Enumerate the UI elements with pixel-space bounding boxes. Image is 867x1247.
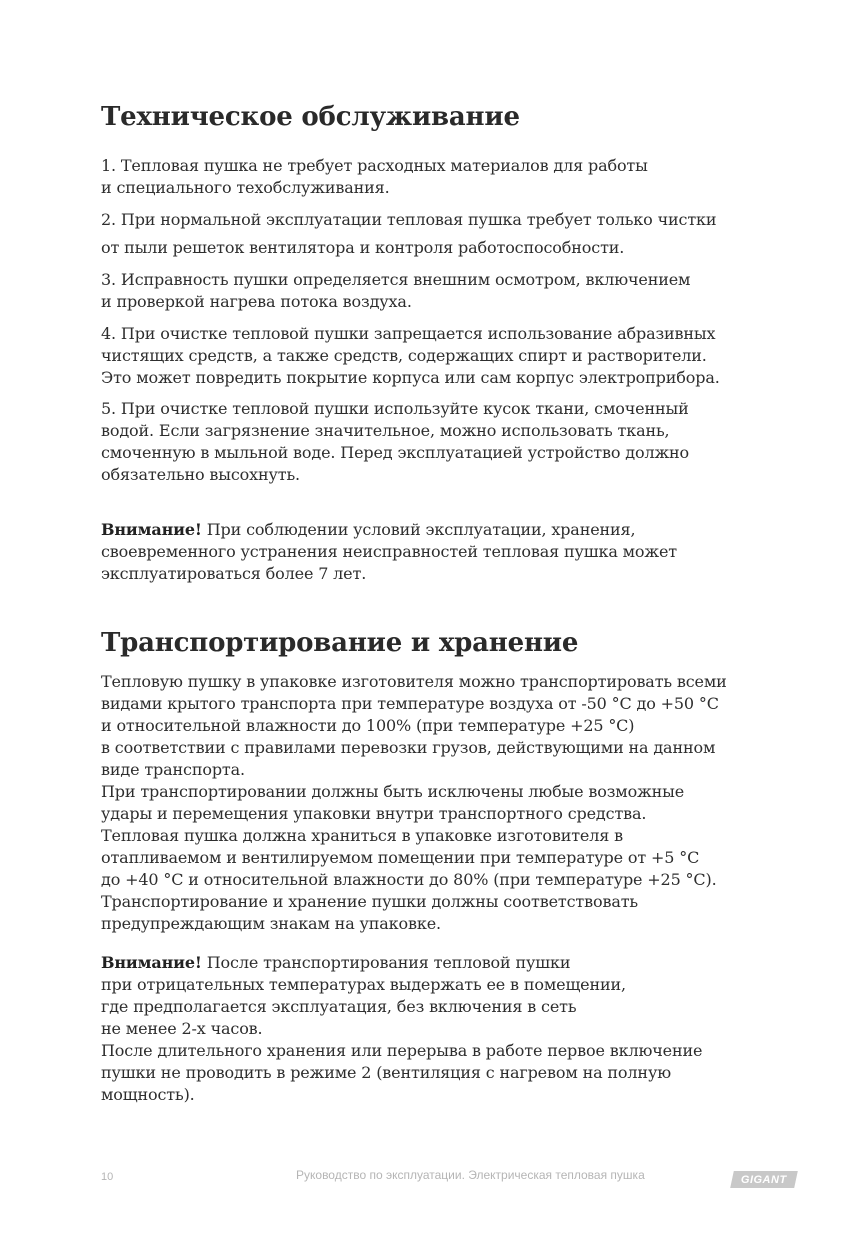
maintenance-item-2-line-2: от пыли решеток вентилятора и контроля работоспособности. xyxy=(101,238,625,257)
maintenance-warning xyxy=(101,519,677,585)
section-title-maintenance: Техническое обслуживание xyxy=(101,102,520,132)
logo-text: GIGANT xyxy=(741,1173,787,1186)
gigant-logo xyxy=(730,1171,798,1188)
warning-label: Внимание! xyxy=(101,953,202,972)
warning-text: При соблюдении условий эксплуатации, хранения, своевременного устранения неисправностей тепловая пушка может эксплуатироваться более 7 лет. xyxy=(101,520,678,583)
maintenance-item-3: 3. Исправность пушки определяется внешним осмотром, включением и проверкой нагрева потока воздуха. xyxy=(101,270,691,311)
maintenance-item-2-line-1: 2. При нормальной эксплуатации тепловая пушка требует только чистки xyxy=(101,210,717,229)
maintenance-item-4: 4. При очистке тепловой пушки запрещается использование абразивных чистящих средств, а также средств, содержащих спирт и растворители. Это может повредить покрытие корпуса или сам корпус электроприбора. xyxy=(101,324,720,387)
warning-text: После транспортирования тепловой пушки при отрицательных температурах выдержать ее в помещении, где предполагается эксплуатация, без включения в сеть не менее 2-х часов. После длительного хранения или перерыва в работе первое включение пушки не проводить в режиме 2 (вентиляция с нагревом на полную мощность). xyxy=(101,953,703,1104)
transport-warning xyxy=(101,952,702,1106)
maintenance-item-5: 5. При очистке тепловой пушки используйте кусок ткани, смоченный водой. Если загрязнение значительное, можно использовать ткань, смоченную в мыльной воде. Перед эксплуатацией устройство должно обязательно высохнуть. xyxy=(101,399,690,484)
footer-title: Руководство по эксплуатации. Электрическая тепловая пушка xyxy=(296,1168,645,1182)
transport-body: Тепловую пушку в упаковке изготовителя можно транспортировать всеми видами крытого транспорта при температуре воздуха от -50 °С до +50 °С и относительной влажности до 100% (при температуре +25 °С) в соответствии с правилами перевозки грузов, действующими на данном виде транспорта. При транспортировании должны быть исключены любые возможные удары и перемещения упаковки внутри транспортного средства. Тепловая пушка должна храниться в упаковке изготовителя в отапливаемом и вентилируемом помещении при температуре от +5 °С до +40 °С и относительной влажности до 80% (при температуре +25 °С). Транспортирование и хранение пушки должны соответствовать предупреждающим знакам на упаковке. xyxy=(101,672,727,933)
section-title-transport: Транспортирование и хранение xyxy=(101,628,579,658)
maintenance-item-1: 1. Тепловая пушка не требует расходных материалов для работы и специального техобслуживания. xyxy=(101,156,648,197)
page-number: 10 xyxy=(101,1171,114,1183)
warning-label: Внимание! xyxy=(101,520,202,539)
